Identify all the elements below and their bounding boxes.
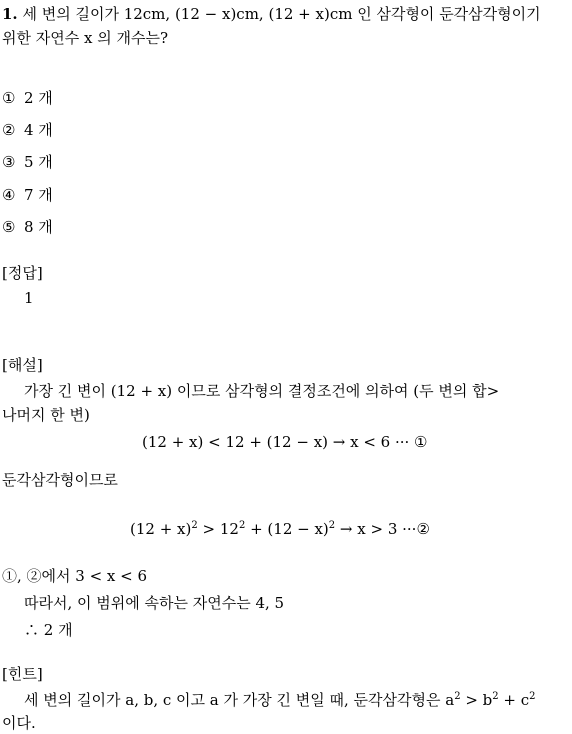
hint-line-1-a: 세 변의 길이가 a, b, c 이고 a 가 가장 긴 변일 때, 둔각삼각형은 a: [24, 691, 455, 709]
choice-1-text: 2 개: [24, 89, 53, 107]
question-number: 1.: [2, 5, 18, 23]
eq2-mid2: + (12 − x): [245, 520, 329, 538]
explanation-equation-2: [130, 519, 430, 539]
hint-exp-1: 2: [454, 691, 461, 702]
choice-5[interactable]: [2, 217, 53, 237]
question-line-1: [2, 4, 541, 24]
eq2-exp-3: 2: [328, 520, 336, 531]
hint-line-1-b: > b: [460, 691, 493, 709]
choice-5-text: 8 개: [24, 218, 53, 236]
choice-1-mark: ①: [2, 89, 16, 107]
explanation-line-6: ∴ 2 개: [24, 621, 73, 639]
hint-line-1-c: + c: [498, 691, 530, 709]
choice-2[interactable]: [2, 120, 53, 140]
eq2-lhs: (12 + x): [130, 520, 192, 538]
explanation-line-5: 따라서, 이 범위에 속하는 자연수는 4, 5: [24, 594, 285, 612]
choice-4-text: 7 개: [24, 186, 53, 204]
choice-2-mark: ②: [2, 121, 16, 139]
explanation-line-1: 가장 긴 변이 (12 + x) 이므로 삼각형의 결정조건에 의하여 (두 변의 합>: [24, 382, 500, 400]
hint-line-1: [24, 690, 536, 710]
question-line-2: 위한 자연수 x 의 개수는?: [2, 29, 168, 47]
eq2-exp-2: 2: [238, 520, 246, 531]
question-text-1: 세 변의 길이가 12cm, (12 − x)cm, (12 + x)cm 인 삼각형이 둔각삼각형이기: [22, 5, 541, 23]
choice-5-mark: ⑤: [2, 218, 16, 236]
choice-3[interactable]: [2, 152, 53, 172]
choice-3-mark: ③: [2, 153, 16, 171]
answer-header: [정답]: [2, 264, 43, 282]
hint-exp-3: 2: [529, 691, 536, 702]
choice-4[interactable]: [2, 185, 53, 205]
hint-exp-2: 2: [492, 691, 499, 702]
choice-4-mark: ④: [2, 186, 16, 204]
explanation-header: [해설]: [2, 356, 43, 374]
eq2-rhs: → x > 3 ···②: [335, 520, 430, 538]
explanation-line-2: 나머지 한 변): [2, 406, 90, 424]
explanation-line-3: 둔각삼각형이므로: [2, 471, 118, 489]
eq2-exp-1: 2: [191, 520, 198, 531]
hint-header: [힌트]: [2, 665, 43, 683]
explanation-equation-1: (12 + x) < 12 + (12 − x) → x < 6 ··· ①: [142, 433, 428, 451]
choice-1[interactable]: [2, 88, 53, 108]
answer-value: 1: [24, 289, 34, 307]
hint-line-2: 이다.: [2, 714, 36, 732]
eq2-mid: > 12: [197, 520, 239, 538]
explanation-line-4: ①, ②에서 3 < x < 6: [2, 567, 148, 585]
choice-2-text: 4 개: [24, 121, 53, 139]
choice-3-text: 5 개: [24, 153, 53, 171]
